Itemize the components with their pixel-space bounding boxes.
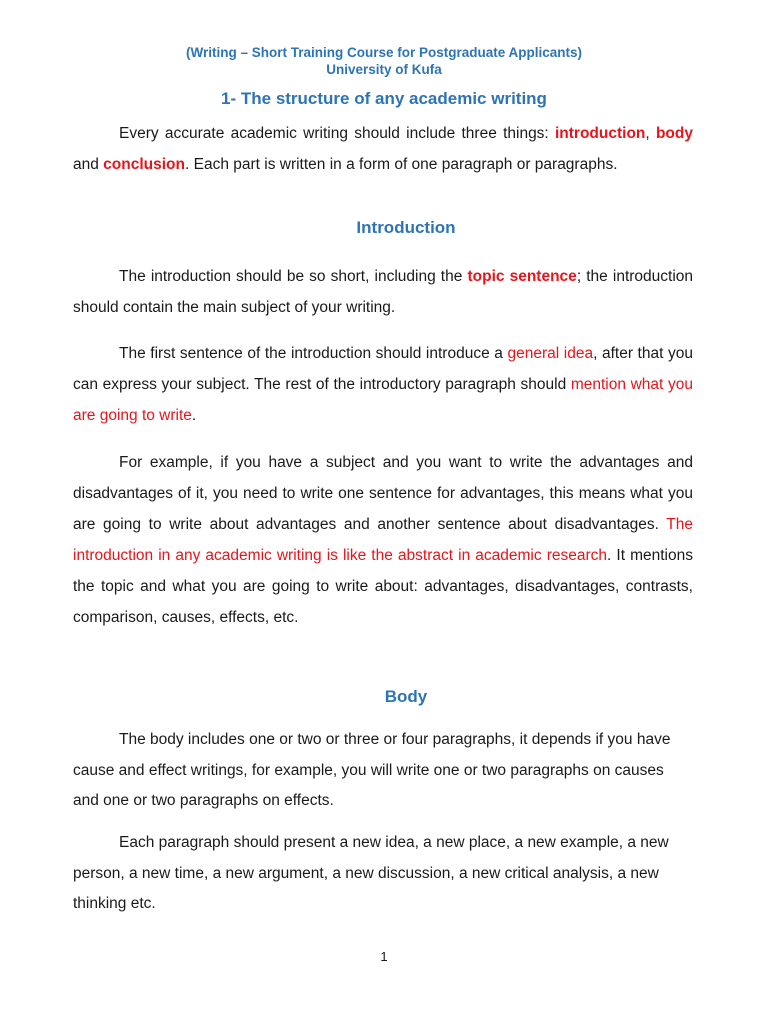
text-run: , xyxy=(645,125,656,142)
text-run: . It mentions the topic and what you are going to write about: advantages, disadvantages, contrasts, comparison, causes, effects, etc. xyxy=(73,547,693,626)
highlight-mention-write: mention what you are going to write xyxy=(73,376,693,424)
header-university-line: University of Kufa xyxy=(326,62,442,77)
intro-paragraph xyxy=(73,118,693,180)
introduction-paragraph-3 xyxy=(73,447,693,633)
text-run: . Each part is written in a form of one paragraph or paragraphs. xyxy=(185,156,618,173)
body-paragraph-2: Each paragraph should present a new idea, a new place, a new example, a new person, a new time, a new argument, a new discussion, a new critical analysis, a new thinking etc. xyxy=(73,834,669,912)
keyword-body: body xyxy=(655,125,693,142)
text-run: . xyxy=(191,407,197,424)
text-run: The first sentence of the introduction should introduce a xyxy=(119,345,508,362)
introduction-paragraph-1 xyxy=(73,261,693,323)
header-course-line: (Writing – Short Training Course for Postgraduate Applicants) xyxy=(185,45,583,60)
highlight-general-idea: general idea xyxy=(507,345,594,362)
highlight-abstract-comparison: The introduction in any academic writing is like the abstract in academic research xyxy=(73,516,693,564)
text-run: For example, if you have a subject and you want to write the advantages and disadvantages of it, you need to write one sentence for advantages, this means what you are going to write about advantages and another sentence about disadvantages. xyxy=(73,454,693,533)
body-paragraph-1: The body includes one or two or three or four paragraphs, it depends if you have cause and effect writings, for example, you will write one or two paragraphs on causes and one or two paragraphs on effects. xyxy=(73,731,671,809)
text-run: The introduction should be so short, including the xyxy=(119,268,468,285)
text-run: , after that you can express your subject. The rest of the introductory paragraph should xyxy=(73,345,693,393)
text-run: ; the introduction should contain the main subject of your writing. xyxy=(73,268,694,316)
section-heading-introduction: Introduction xyxy=(356,218,456,237)
keyword-introduction: introduction xyxy=(555,125,646,142)
keyword-conclusion: conclusion xyxy=(103,156,185,173)
text-run: and xyxy=(73,156,104,173)
page-number: 1 xyxy=(380,949,388,964)
document-title: 1- The structure of any academic writing xyxy=(221,89,547,108)
text-run: Every accurate academic writing should include three things: xyxy=(119,125,555,142)
section-heading-body: Body xyxy=(384,687,428,706)
keyword-topic-sentence: topic sentence xyxy=(467,268,577,285)
introduction-paragraph-2 xyxy=(73,338,693,431)
